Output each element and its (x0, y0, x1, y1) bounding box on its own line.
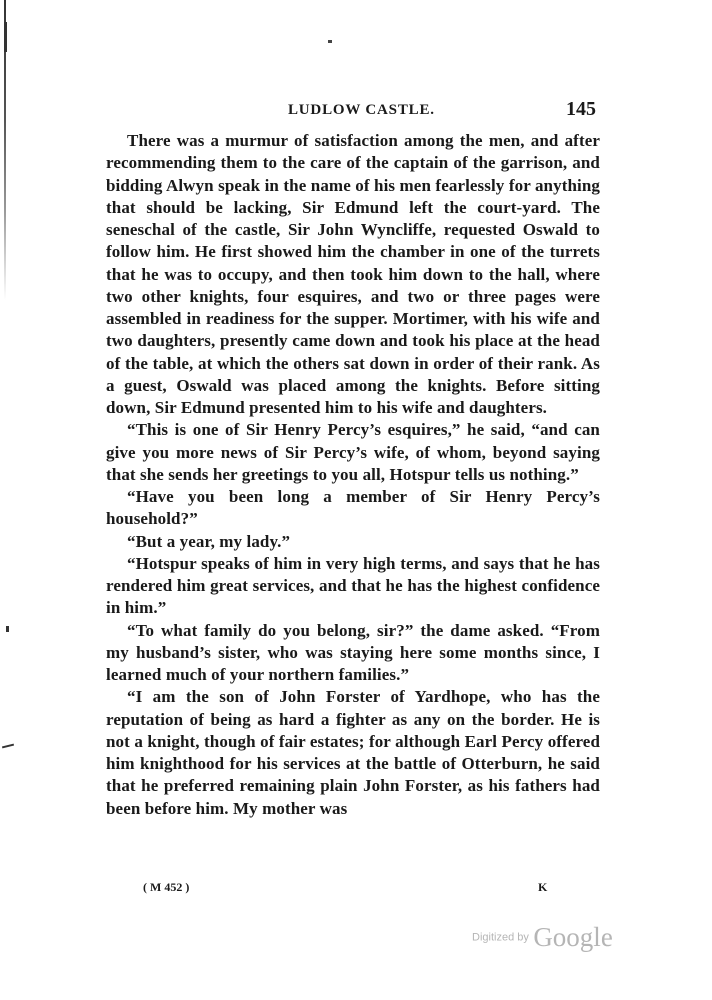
running-title: LUDLOW CASTLE. (288, 102, 435, 118)
body-text (106, 130, 600, 820)
running-head (106, 98, 600, 128)
scan-edge-mark (2, 744, 14, 749)
printer-signature: ( M 452 ) (143, 880, 190, 894)
scan-speck (328, 40, 332, 43)
sheet-letter: K (538, 880, 548, 894)
scan-edge-mark (6, 626, 9, 632)
paragraph: There was a murmur of satisfaction among the men, and after recommending them to the care of the captain of the garrison, and bidding Alwyn speak in the name of his men fearlessly for anything that should be lacking, Sir Edmund left the court-yard. The seneschal of the castle, Sir John Wyncliffe, requested Oswald to follow him. He first showed him the chamber in one of the turrets that he was to occupy, and then took him down to the hall, where two other knights, four esquires, and two or three pages were assembled in readiness for the supper. Mortimer, with his wife and two daughters, presently came down and took his place at the head of the table, at which the others sat down in order of their rank. As a guest, Oswald was placed among the knights. Before sitting down, Sir Edmund presented him to his wife and daughters. (106, 131, 600, 417)
paragraph: “This is one of Sir Henry Percy’s esquires,” he said, “and can give you more news of Sir Percy’s wife, of whom, beyond saying that she sends her greetings to you all, Hotspur tells us nothing.” (106, 420, 600, 484)
page-number: 145 (566, 98, 596, 120)
paragraph: “To what family do you belong, sir?” the dame asked. “From my husband’s sister, who was staying here some months since, I learned much of your northern families.” (106, 620, 600, 684)
paragraph: “I am the son of John Forster of Yardhope, who has the reputation of being as hard a fighter as any on the border. He is not a knight, though of fair estates; for although Earl Percy offered him knighthood for his services at the battle of Otterburn, he said that he preferred remaining plain John Forster, as his fathers had been before him. My mother was (106, 687, 600, 818)
paragraph: “Have you been long a member of Sir Henry Percy’s household?” (106, 487, 600, 529)
paragraph: “Hotspur speaks of him in very high terms, and says that he has rendered him great services, and that he has the highest confidence in him.” (106, 553, 600, 618)
digitized-watermark (472, 922, 613, 953)
page-footer (106, 880, 600, 900)
watermark-prefix: Digitized by (472, 931, 529, 944)
watermark-brand: Google (533, 922, 613, 952)
scan-edge-mark (4, 22, 7, 52)
paragraph: “But a year, my lady.” (127, 531, 291, 551)
